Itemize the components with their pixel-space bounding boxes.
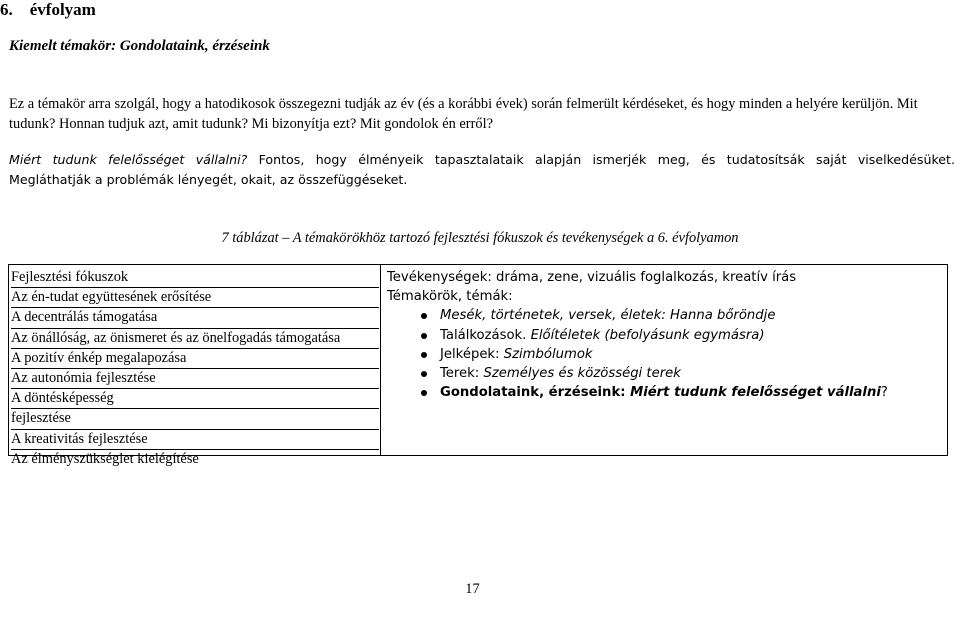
bullet-icon [421, 352, 427, 358]
focus-row: A döntésképesség [11, 389, 379, 409]
list-item [387, 383, 943, 402]
topic-text-bold-italic: Miért tudunk felelősséget vállalni [630, 385, 881, 401]
focus-row: A decentrálás támogatása [11, 308, 379, 328]
focus-row: Fejlesztési fókuszok [11, 268, 379, 288]
topic-text-italic: Szimbólumok [503, 346, 593, 362]
topic-text: Mesék, történetek, versek, életek: Hanna bőröndje [440, 308, 776, 324]
focus-row: A pozitív énkép megalapozása [11, 349, 379, 369]
development-focus-column [11, 268, 379, 469]
list-item [387, 364, 943, 383]
focus-row: fejlesztése [11, 409, 379, 429]
activities-header: Tevékenységek: dráma, zene, vizuális foglalkozás, kreatív írás [387, 270, 797, 285]
focus-row: Az önállóság, az önismeret és az önelfogadás támogatása [11, 329, 379, 349]
question-text: Miért tudunk felelősséget vállalni? [9, 152, 248, 167]
topics-list [387, 306, 943, 402]
activities-column [387, 268, 943, 402]
bullet-icon [421, 313, 427, 319]
intro-paragraph: Ez a témakör arra szolgál, hogy a hatodikosok összegezni tudják az év (és a korábbi évek) során felmerült kérdéseket, és hogy minden a helyére kerüljön. Mit tudunk? Honnan tudjuk azt, amit tudunk? Mi bizonyítja ezt? Mit gondolok én erről? [9, 96, 918, 132]
focus-row: Az autonómia fejlesztése [11, 369, 379, 389]
focus-row: Az élményszükséglet kielégítése [11, 450, 199, 467]
second-paragraph-text: Fontos, hogy élményeik tapasztalataik alapján ismerjék meg, és tudatosítsák saját viselkedésüket. [247, 152, 955, 167]
topic-text-italic: Előítéletek (befolyásunk egymásra) [530, 327, 765, 343]
second-paragraph [9, 150, 955, 189]
bullet-icon [421, 390, 427, 396]
bullet-icon [421, 333, 427, 339]
page-number: 17 [465, 581, 480, 597]
list-item [387, 345, 943, 364]
topic-text-italic: Személyes és közösségi terek [483, 366, 681, 382]
subtitle: Kiemelt témakör: Gondolataink, érzéseink [9, 38, 270, 54]
second-paragraph-line-1 [9, 150, 955, 170]
table-caption: 7 táblázat – A témakörökhöz tartozó fejlesztési fókuszok és tevékenységek a 6. évfolyamon [221, 230, 739, 246]
focus-row: A kreativitás fejlesztése [11, 430, 379, 450]
topic-text-end: ? [880, 385, 888, 401]
column-divider [380, 264, 381, 456]
topic-text-bold: Gondolataink, érzéseink: [440, 385, 631, 401]
topic-text: Jelképek: [440, 346, 504, 362]
second-paragraph-line-2: Megláthatják a problémák lényegét, okait, az összefüggéseket. [9, 171, 408, 187]
focus-activities-table [8, 264, 948, 467]
topics-label: Témakörök, témák: [387, 289, 513, 305]
list-item [387, 326, 943, 345]
bullet-icon [421, 371, 427, 377]
page-heading: 6. évfolyam [0, 0, 96, 19]
topic-text: Terek: [440, 366, 484, 382]
focus-row: Az én-tudat együttesének erősítése [11, 288, 379, 308]
topic-text: Találkozások. [440, 327, 531, 343]
list-item [387, 306, 943, 325]
